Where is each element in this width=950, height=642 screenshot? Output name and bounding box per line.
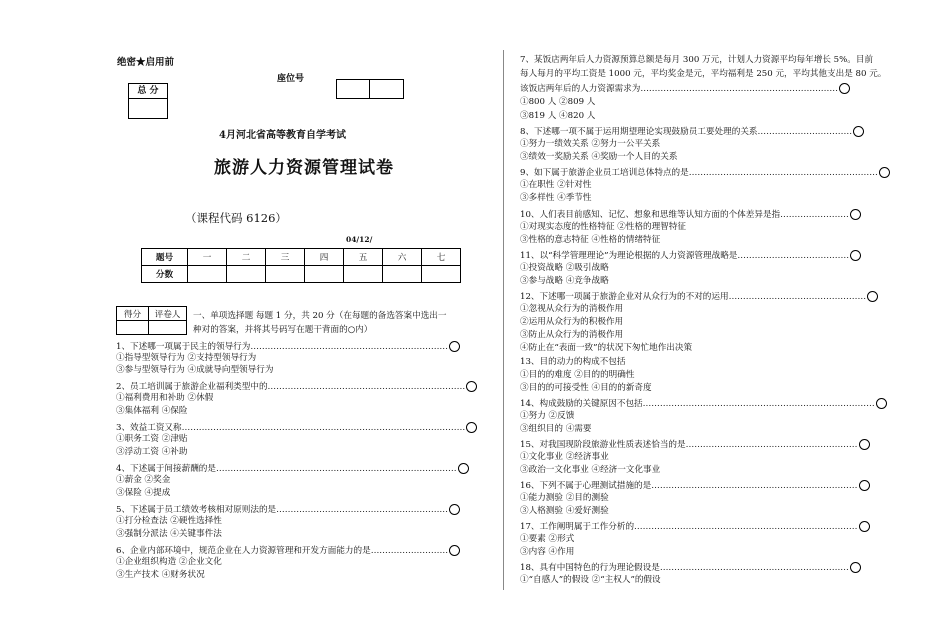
question-text: 8、下述哪一项不属于运用期望理论实现鼓励员工要处理的关系…………………………… bbox=[520, 127, 853, 137]
question-option: ①指导型领导行为 ②支持型领导行为 bbox=[116, 353, 257, 363]
score-table-col: 一 bbox=[188, 249, 227, 266]
answer-circle[interactable] bbox=[850, 209, 861, 220]
question-option: ③人格测验 ④爱好测验 bbox=[520, 506, 609, 516]
score-table bbox=[141, 248, 461, 283]
question-option: ③参与战略 ④竞争战略 bbox=[520, 276, 609, 286]
grader-score-label: 得分 bbox=[117, 307, 149, 321]
score-cell[interactable] bbox=[188, 266, 227, 283]
answer-circle[interactable] bbox=[853, 126, 864, 137]
score-table-col: 三 bbox=[266, 249, 305, 266]
question-option: ①努力一绩效关系 ②努力一公平关系 bbox=[520, 139, 661, 149]
exam-date: 04/12/ bbox=[346, 235, 373, 244]
question-text: 6、企业内部环境中，规范企业在人力资源管理和开发方面能力的是……………………… bbox=[116, 546, 449, 556]
question-text: 12、下述哪一项属于旅游企业对从众行为的不对的运用………………………………………… bbox=[520, 292, 867, 302]
answer-circle[interactable] bbox=[879, 167, 890, 178]
answer-circle[interactable] bbox=[859, 480, 870, 491]
question-text: 2、员工培训属于旅游企业福利类型中的…………………………………………………………… bbox=[116, 382, 466, 392]
exam-name: 4月河北省高等教育自学考试 bbox=[219, 130, 346, 141]
question-option: ①“自感人”的假设 ②“主权人”的假设 bbox=[520, 575, 661, 585]
question-option: ③强制分派法 ④关键事件法 bbox=[116, 529, 222, 539]
grader-name-cell[interactable] bbox=[149, 321, 187, 335]
question-stem: 每人每月的平均工资是 1000 元，平均奖金是元，平均福利是 250 元，平均其他支出是 80 元。 bbox=[520, 69, 887, 79]
question-stem bbox=[116, 381, 477, 394]
question-stem bbox=[520, 521, 870, 534]
question-option: ①对现实态度的性格特征 ②性格的理智特征 bbox=[520, 222, 687, 232]
question-option: ③组织目的 ④需要 bbox=[520, 424, 592, 434]
question-option: ①在职性 ②针对性 bbox=[520, 180, 592, 190]
question-option: ①职务工资 ②津贴 bbox=[116, 434, 188, 444]
question-text: 11、以“科学管理理论”为理论根据的人力资源管理战略是………………………………… bbox=[520, 251, 850, 261]
answer-circle[interactable] bbox=[458, 463, 469, 474]
question-option: ①目的的难度 ②目的的明确性 bbox=[520, 370, 635, 380]
answer-circle[interactable] bbox=[449, 341, 460, 352]
total-score-box bbox=[128, 83, 168, 119]
score-table-row-label: 题号 bbox=[142, 249, 188, 266]
grader-table bbox=[116, 306, 187, 335]
score-cell[interactable] bbox=[344, 266, 383, 283]
question-text: 5、下述属于员工绩效考核相对原则法的是…………………………………………………… bbox=[116, 505, 449, 515]
paper-title: 旅游人力资源管理试卷 bbox=[214, 158, 394, 178]
score-cell[interactable] bbox=[383, 266, 422, 283]
answer-circle[interactable] bbox=[449, 504, 460, 515]
question-option: ①能力测验 ②目的测验 bbox=[520, 493, 609, 503]
question-option: ①忽视从众行为的消极作用 bbox=[520, 304, 624, 314]
question-stem: 13、目的动力的构成不包括 bbox=[520, 357, 626, 367]
question-stem bbox=[520, 562, 861, 575]
question-option: ③防止从众行为的消极作用 bbox=[520, 330, 624, 340]
question-option: ③内容 ④作用 bbox=[520, 547, 575, 557]
seat-label: 座位号 bbox=[277, 74, 305, 84]
question-stem bbox=[116, 504, 460, 517]
course-code: （课程代码 6126） bbox=[185, 211, 287, 225]
score-cell[interactable] bbox=[266, 266, 305, 283]
question-stem: 7、某饭店两年后人力资源预算总额是每月 300 万元，计划人力资源平均每年增长 5%。目前 bbox=[520, 55, 874, 65]
score-table-col: 七 bbox=[422, 249, 461, 266]
score-cell[interactable] bbox=[305, 266, 344, 283]
question-option: ③性格的意志特征 ④性格的情绪特征 bbox=[520, 235, 661, 245]
answer-circle[interactable] bbox=[850, 562, 861, 573]
answer-circle[interactable] bbox=[839, 83, 850, 94]
question-text: 该饭店两年后的人力资源需求为…………………………………………………………… bbox=[520, 84, 838, 94]
question-option: ③参与型领导行为 ④成就导向型领导行为 bbox=[116, 365, 274, 375]
answer-circle[interactable] bbox=[859, 439, 870, 450]
question-text: 10、人们表目前感知、记忆、想象和思维等认知方面的个体差异是指…………………… bbox=[520, 210, 849, 220]
seat-number-box[interactable] bbox=[336, 79, 404, 99]
question-option: ③政治一文化事业 ④经济一文化事业 bbox=[520, 465, 661, 475]
question-text: 3、效益工资又称……………………………………………………………………………………… bbox=[116, 423, 466, 433]
question-option: ①福利费用和补助 ②休假 bbox=[116, 393, 214, 403]
question-stem bbox=[116, 545, 460, 558]
question-option: ①薪金 ②奖金 bbox=[116, 475, 171, 485]
question-option: ③819 人 ④820 人 bbox=[520, 111, 596, 121]
answer-circle[interactable] bbox=[876, 398, 887, 409]
question-stem bbox=[520, 398, 887, 411]
question-stem bbox=[520, 480, 870, 493]
question-stem bbox=[520, 291, 878, 304]
question-stem bbox=[116, 341, 460, 354]
question-text: 16、下列不属于心理测试措施的是……………………………………………………………… bbox=[520, 481, 858, 491]
question-option: ③目的的可接受性 ④目的的新奇度 bbox=[520, 383, 652, 393]
answer-circle[interactable] bbox=[850, 250, 861, 261]
question-text: 15、对我国现阶段旅游业性质表述恰当的是…………………………………………………… bbox=[520, 440, 858, 450]
question-option: ③生产技术 ④财务状况 bbox=[116, 570, 205, 580]
score-cell[interactable] bbox=[227, 266, 266, 283]
question-text: 17、工作阐明属于工作分析的…………………………………………………………………… bbox=[520, 522, 858, 532]
question-stem bbox=[520, 250, 861, 263]
question-option: ①打分检查法 ②硬性选择性 bbox=[116, 516, 222, 526]
question-option: ③集体福利 ④保险 bbox=[116, 406, 188, 416]
question-option: ③多样性 ④季节性 bbox=[520, 193, 592, 203]
question-stem bbox=[520, 167, 890, 180]
question-text: 9、如下属于旅游企业员工培训总体特点的是………………………………………………………… bbox=[520, 168, 878, 178]
question-option: ①努力 ②反馈 bbox=[520, 411, 575, 421]
total-label: 总 分 bbox=[129, 84, 167, 99]
question-stem bbox=[116, 463, 469, 476]
score-table-col: 六 bbox=[383, 249, 422, 266]
question-option: ③浮动工资 ④补助 bbox=[116, 447, 188, 457]
page-divider bbox=[503, 50, 504, 590]
score-table-col: 二 bbox=[227, 249, 266, 266]
question-option: ①企业组织构造 ②企业文化 bbox=[116, 557, 222, 567]
score-table-col: 五 bbox=[344, 249, 383, 266]
question-option: ③保险 ④提成 bbox=[116, 488, 171, 498]
question-stem bbox=[520, 439, 870, 452]
question-option: ①文化事业 ②经济事业 bbox=[520, 452, 609, 462]
question-option: ①投资战略 ②吸引战略 bbox=[520, 263, 609, 273]
question-option: ②运用从众行为的积极作用 bbox=[520, 317, 624, 327]
score-cell[interactable] bbox=[422, 266, 461, 283]
question-text: 18、具有中国特色的行为理论假设是………………………………………………………… bbox=[520, 563, 849, 573]
grader-name-label: 评卷人 bbox=[149, 307, 187, 321]
grader-score-cell[interactable] bbox=[117, 321, 149, 335]
answer-circle[interactable] bbox=[859, 521, 870, 532]
answer-circle[interactable] bbox=[449, 545, 460, 556]
answer-circle[interactable] bbox=[466, 381, 477, 392]
question-text: 14、构成鼓励的关键原因不包括……………………………………………………………………… bbox=[520, 399, 875, 409]
question-option: ③绩效一奖励关系 ④奖励一个人目的关系 bbox=[520, 152, 678, 162]
question-stem bbox=[520, 83, 850, 96]
question-text: 4、下述属于间接薪酬的是………………………………………………………………………… bbox=[116, 464, 457, 474]
question-option: ④防止在“表面一致”的状况下匆忙地作出决策 bbox=[520, 343, 693, 353]
answer-circle[interactable] bbox=[466, 422, 477, 433]
question-stem bbox=[116, 422, 477, 435]
section1-instr-2: 种对的答案，并将其号码写在题干背面的○内） bbox=[193, 325, 373, 335]
question-option: ①要素 ②形式 bbox=[520, 534, 575, 544]
question-stem bbox=[520, 126, 864, 139]
score-table-col: 四 bbox=[305, 249, 344, 266]
question-text: 1、下述哪一项属于民主的领导行为…………………………………………………………… bbox=[116, 342, 449, 352]
score-table-row-label: 分数 bbox=[142, 266, 188, 283]
question-stem bbox=[520, 209, 861, 222]
answer-circle[interactable] bbox=[867, 291, 878, 302]
secret-label: 绝密★启用前 bbox=[117, 57, 175, 68]
section1-instr-1: 一、单项选择题 每题 1 分，共 20 分（在每题的备选答案中选出一 bbox=[193, 311, 447, 321]
question-option: ①800 人 ②809 人 bbox=[520, 97, 596, 107]
